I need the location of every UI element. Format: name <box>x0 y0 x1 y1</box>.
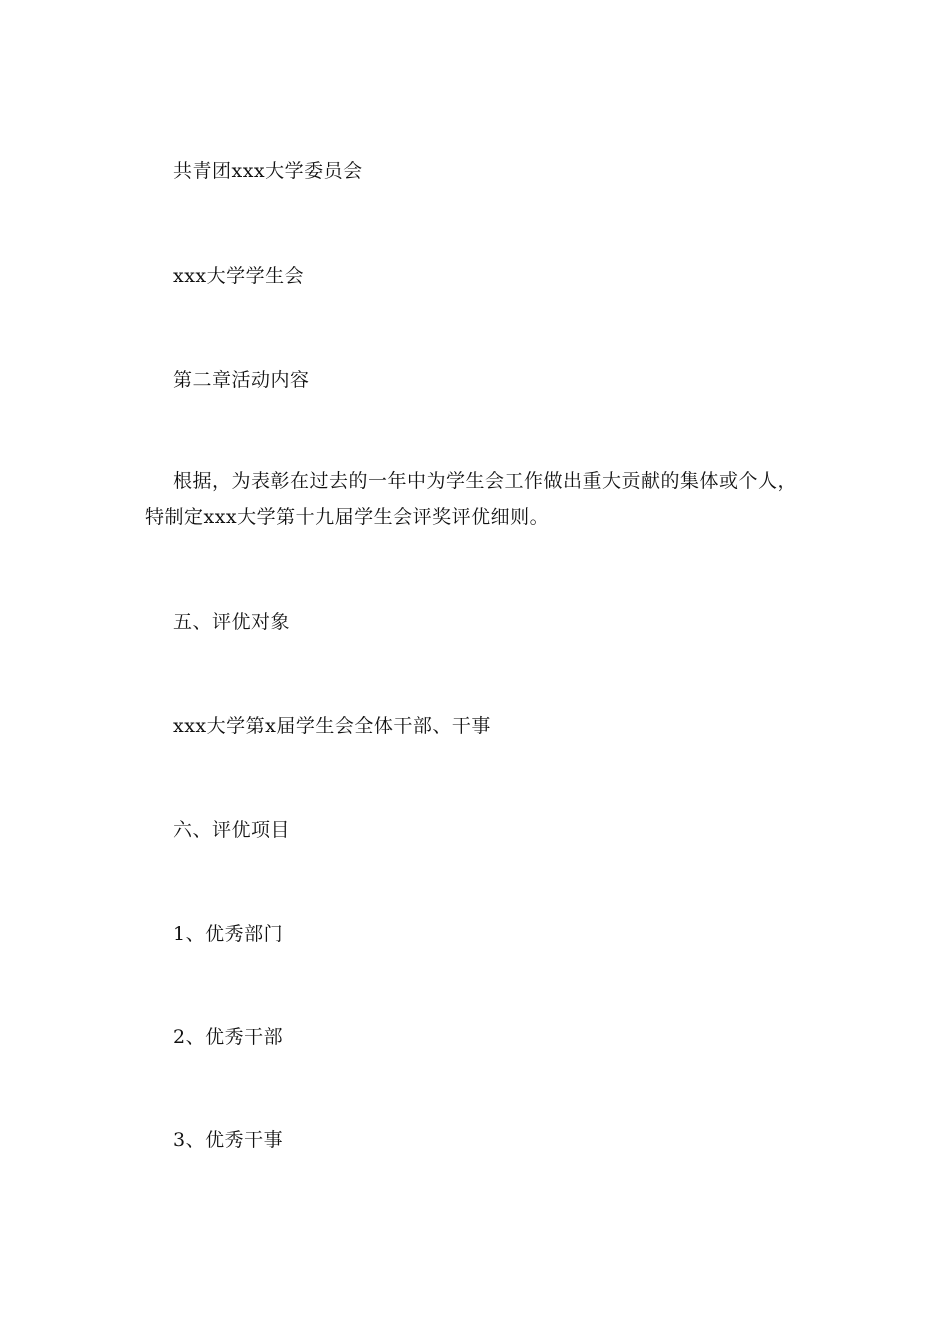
section-heading-items: 六、评优项目 <box>173 819 291 841</box>
targets-text: xxx大学第x届学生会全体干部、干事 <box>173 715 491 737</box>
org-line-student-union: xxx大学学生会 <box>173 265 305 287</box>
org-line-youth-league: 共青团xxx大学委员会 <box>173 160 363 182</box>
list-item: 3、优秀干事 <box>173 1129 284 1151</box>
chapter-heading: 第二章活动内容 <box>173 369 310 391</box>
list-item: 1、优秀部门 <box>173 923 284 945</box>
list-item: 2、优秀干部 <box>173 1026 284 1048</box>
intro-paragraph: 根据，为表彰在过去的一年中为学生会工作做出重大贡献的集体或个人，特制定xxx大学第十九届学生会评奖评优细则。 <box>145 470 798 528</box>
section-heading-targets: 五、评优对象 <box>173 611 291 633</box>
